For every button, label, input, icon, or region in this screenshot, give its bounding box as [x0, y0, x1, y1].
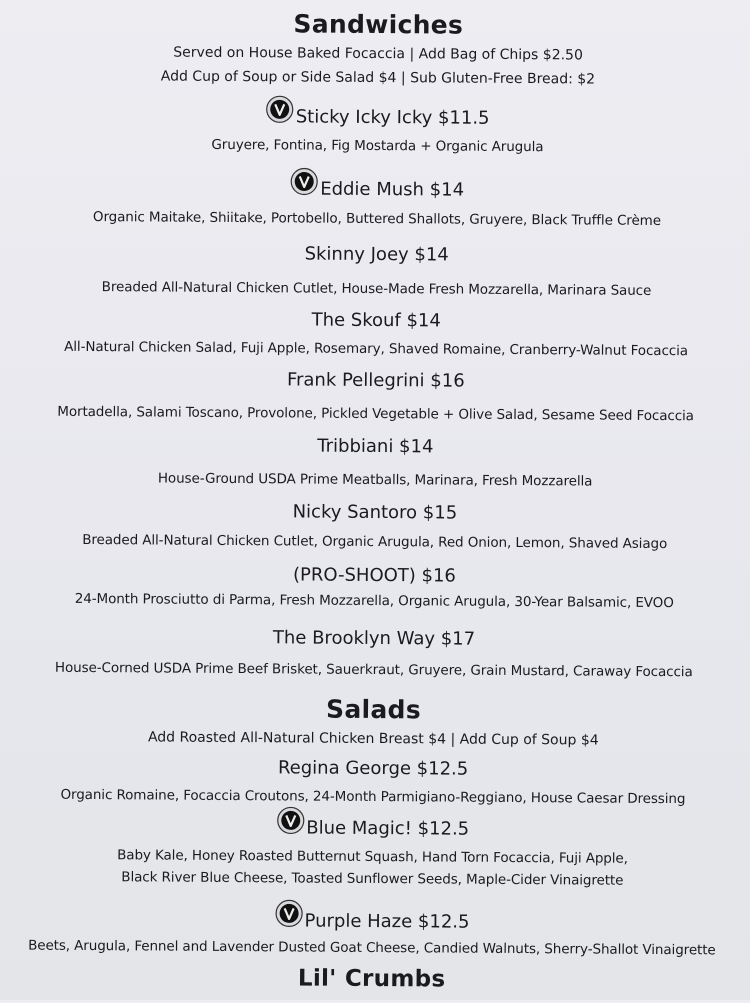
- salads-heading: Salads: [325, 694, 422, 725]
- menu-item-description: Beets, Arugula, Fennel and Lavender Dusted Goat Cheese, Candied Walnuts, Sherry-Shallot Vinaigrette: [28, 937, 716, 959]
- menu-item-name: Sticky Icky Icky $11.5: [3, 93, 750, 131]
- sandwiches-note-1: Served on House Baked Focaccia | Add Bag of Chips $2.50: [173, 44, 583, 64]
- menu-item-name: Frank Pellegrini $16: [286, 369, 465, 392]
- sandwiches-note-2: Add Cup of Soup or Side Salad $4 | Sub Gluten-Free Bread: $2: [160, 68, 596, 88]
- menu-item-name: The Skouf $14: [311, 309, 441, 332]
- menu-item-name: Blue Magic! $12.5: [0, 804, 748, 842]
- vegetarian-badge-icon: [290, 167, 318, 195]
- menu-item-name: Tribbiani $14: [317, 435, 434, 458]
- menu-item-name: Skinny Joey $14: [304, 243, 449, 266]
- menu-item-description: 24-Month Prosciutto di Parma, Fresh Mozzarella, Organic Arugula, 30-Year Balsamic, EVOO: [74, 590, 674, 612]
- menu-item-name: Nicky Santoro $15: [292, 501, 458, 524]
- menu-item-description: House-Corned USDA Prime Beef Brisket, Sauerkraut, Gruyere, Grain Mustard, Caraway Focaccia: [54, 659, 693, 681]
- menu-item-description: Mortadella, Salami Toscano, Provolone, Pickled Vegetable + Olive Salad, Sesame Seed Focaccia: [57, 403, 694, 425]
- menu-item-description: Organic Romaine, Focaccia Croutons, 24-Month Parmigiano-Reggiano, House Caesar Dressing: [60, 786, 686, 808]
- vegetarian-badge-icon: [266, 95, 294, 123]
- menu-item-name: The Brooklyn Way $17: [272, 627, 476, 650]
- vegetarian-badge-icon: [276, 806, 304, 834]
- menu-item-name: Purple Haze $12.5: [0, 897, 747, 935]
- lil-crumbs-heading: Lil' Crumbs: [297, 965, 446, 993]
- menu-item-description: All-Natural Chicken Salad, Fuji Apple, Rosemary, Shaved Romaine, Cranberry-Walnut Focaccia: [64, 338, 689, 360]
- menu-item-name: Regina George $12.5: [277, 757, 469, 780]
- menu-item-description: House-Ground USDA Prime Meatballs, Marinara, Fresh Mozzarella: [157, 470, 593, 490]
- menu-item-description: Breaded All-Natural Chicken Cutlet, House-Made Fresh Mozzarella, Marinara Sauce: [101, 279, 652, 299]
- vegetarian-badge-icon: [275, 899, 303, 927]
- sandwiches-heading: Sandwiches: [293, 9, 464, 40]
- menu-item-name: (PRO-SHOOT) $16: [292, 564, 457, 587]
- menu-item-description: Breaded All-Natural Chicken Cutlet, Organic Arugula, Red Onion, Lemon, Shaved Asiago: [82, 531, 668, 553]
- menu-item-description: Gruyere, Fontina, Fig Mostarda + Organic Arugula: [211, 136, 544, 156]
- menu-item-name: Eddie Mush $14: [2, 165, 750, 203]
- salads-note: Add Roasted All-Natural Chicken Breast $4 | Add Cup of Soup $4: [147, 729, 599, 749]
- menu-item-description: Baby Kale, Honey Roasted Butternut Squash, Hand Torn Focaccia, Fuji Apple,: [117, 847, 628, 867]
- menu-item-description: Organic Maitake, Shiitake, Portobello, Buttered Shallots, Gruyere, Black Truffle Crème: [92, 209, 662, 229]
- menu-item-description-line-2: Black River Blue Cheese, Toasted Sunflower Seeds, Maple-Cider Vinaigrette: [121, 869, 624, 889]
